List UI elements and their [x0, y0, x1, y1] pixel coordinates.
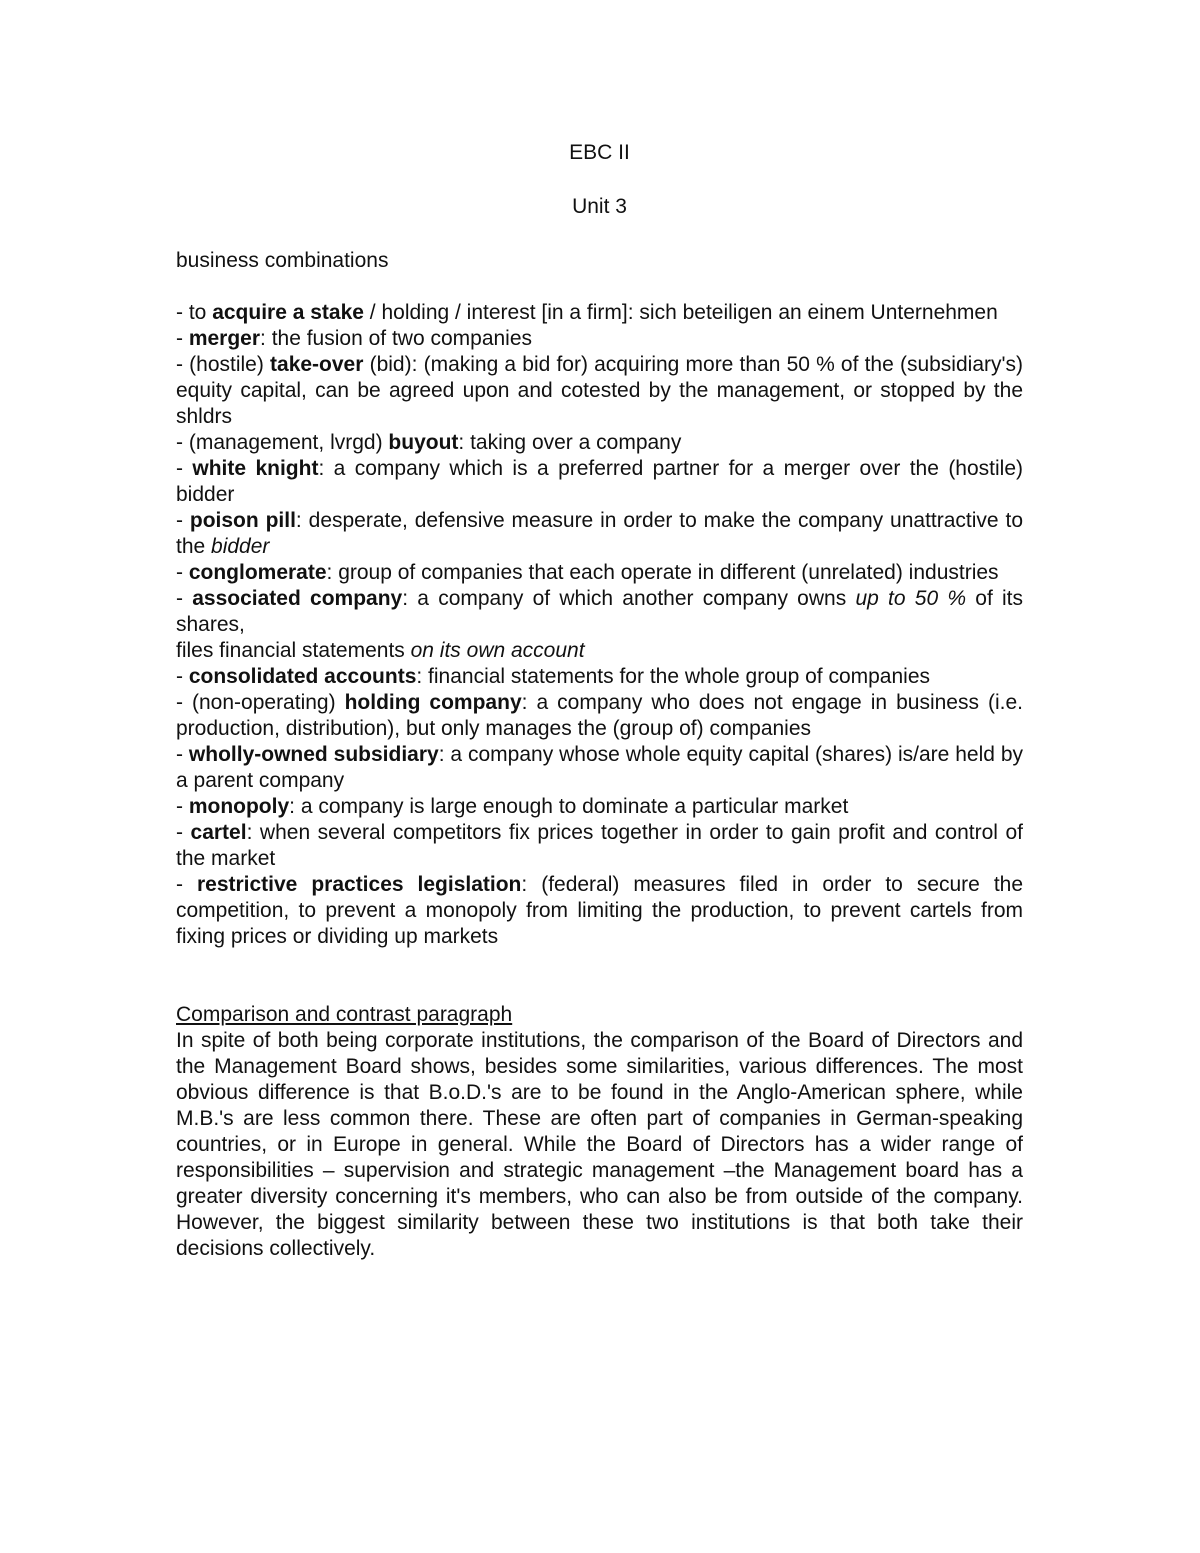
glossary-entry — [176, 560, 1023, 586]
document-title: EBC II — [569, 141, 630, 164]
glossary-entry — [176, 456, 1023, 508]
entry-definition: : (federal) measures filed in order to secure the competition, to prevent a monopoly from limiting the production, to prevent cartels from fixing prices or dividing up markets — [176, 873, 1024, 948]
glossary-term: restrictive practices legislation — [196, 873, 522, 896]
glossary-heading: business combinations — [176, 249, 389, 272]
entry-definition: / holding / interest [in a firm]: sich beteiligen an einem Unternehmen — [363, 301, 998, 324]
comparison-paragraph: In spite of both being corporate institutions, the comparison of the Board of Directors and the Management Board shows, besides some similarities, various differences. The most obvious difference is that B.o.D.'s are to be found in the Anglo-American sphere, while M.B.'s are less common there. These are often part of companies in German-speaking countries, or in Europe in general. While the Board of Directors has a wider range of responsibilities – supervision and strategic management –the Management board has a greater diversity concerning it's members, who can also be from outside of the company. However, the biggest similarity between these two institutions is that both take their decisions collectively. — [176, 1029, 1023, 1260]
glossary-term: cartel — [190, 821, 247, 844]
entry-prefix: - (hostile) — [176, 353, 271, 376]
glossary-term: consolidated accounts — [188, 665, 417, 688]
glossary-entry — [176, 352, 1023, 430]
entry-definition: : financial statements for the whole group of companies — [416, 665, 930, 688]
entry-prefix: - — [176, 821, 191, 844]
entry-definition: (bid): (making a bid for) acquiring more than 50 % of the (subsidiary's) equity capital, can be agreed upon and cotested by the management, or stopped by the shldrs — [176, 353, 1023, 428]
entry-prefix: - — [176, 561, 189, 584]
entry-prefix: - (non-operating) — [176, 691, 345, 714]
document-page — [176, 140, 1023, 1262]
glossary-term: associated company — [192, 587, 403, 610]
glossary-entry — [176, 664, 1023, 690]
entry-definition: : desperate, defensive measure in order to make the company unattractive to the — [176, 509, 1023, 558]
entry-definition: : a company is large enough to dominate a particular market — [289, 795, 849, 818]
entry-prefix: - — [176, 509, 190, 532]
entry-definition: : when several competitors fix prices together in order to gain profit and control of the market — [176, 821, 1023, 870]
glossary-term: buyout — [388, 431, 459, 454]
entry-prefix: - — [176, 327, 189, 350]
glossary-entry — [176, 742, 1023, 794]
entry-definition: : a company whose whole equity capital (shares) is/are held by a parent company — [176, 743, 1024, 792]
entry-prefix: - — [176, 665, 189, 688]
entry-prefix: - to — [176, 301, 213, 324]
entry-prefix: - (management, lvrgd) — [176, 431, 389, 454]
entry-prefix: - — [176, 873, 197, 896]
entry-definition-tail: of its shares, — [176, 587, 1024, 636]
glossary-term: poison pill — [189, 509, 296, 532]
entry-definition: : group of companies that each operate in different (unrelated) industries — [326, 561, 999, 584]
glossary-entry — [176, 872, 1023, 950]
entry-prefix: files financial statements — [176, 639, 411, 662]
glossary-entry — [176, 586, 1023, 638]
comparison-heading: Comparison and contrast paragraph — [176, 1003, 513, 1026]
glossary-entry — [176, 794, 1023, 820]
glossary-entry — [176, 690, 1023, 742]
entry-definition: : the fusion of two companies — [260, 327, 533, 350]
entry-definition: : a company who does not engage in business (i.e. production, distribution), but only manages the (group of) companies — [176, 691, 1023, 740]
entry-definition: : a company which is a preferred partner for a merger over the (hostile) bidder — [176, 457, 1024, 506]
document-subtitle: Unit 3 — [572, 195, 627, 218]
emphasized-text: on its own account — [410, 639, 585, 662]
entry-prefix: - — [176, 743, 189, 766]
glossary-entry — [176, 820, 1023, 872]
entry-definition: : taking over a company — [458, 431, 682, 454]
emphasized-text: bidder — [211, 535, 270, 558]
entry-prefix: - — [176, 795, 189, 818]
glossary-term: acquire a stake — [212, 301, 364, 324]
glossary-entry — [176, 300, 1023, 326]
emphasized-text: up to 50 % — [855, 587, 967, 610]
entry-prefix: - — [176, 587, 193, 610]
glossary-term: white knight — [192, 457, 319, 480]
glossary-term: take-over — [270, 353, 364, 376]
entry-prefix: - — [176, 457, 193, 480]
glossary-term: holding company — [344, 691, 522, 714]
glossary-list — [176, 300, 1023, 950]
glossary-term: wholly-owned subsidiary — [188, 743, 439, 766]
glossary-term: conglomerate — [188, 561, 327, 584]
section-spacer — [176, 950, 1023, 1002]
glossary-entry — [176, 430, 1023, 456]
glossary-entry — [176, 638, 1023, 664]
glossary-entry — [176, 326, 1023, 352]
entry-definition: : a company of which another company owns — [402, 587, 856, 610]
glossary-entry — [176, 508, 1023, 560]
glossary-term: monopoly — [188, 795, 290, 818]
glossary-term: merger — [188, 327, 261, 350]
